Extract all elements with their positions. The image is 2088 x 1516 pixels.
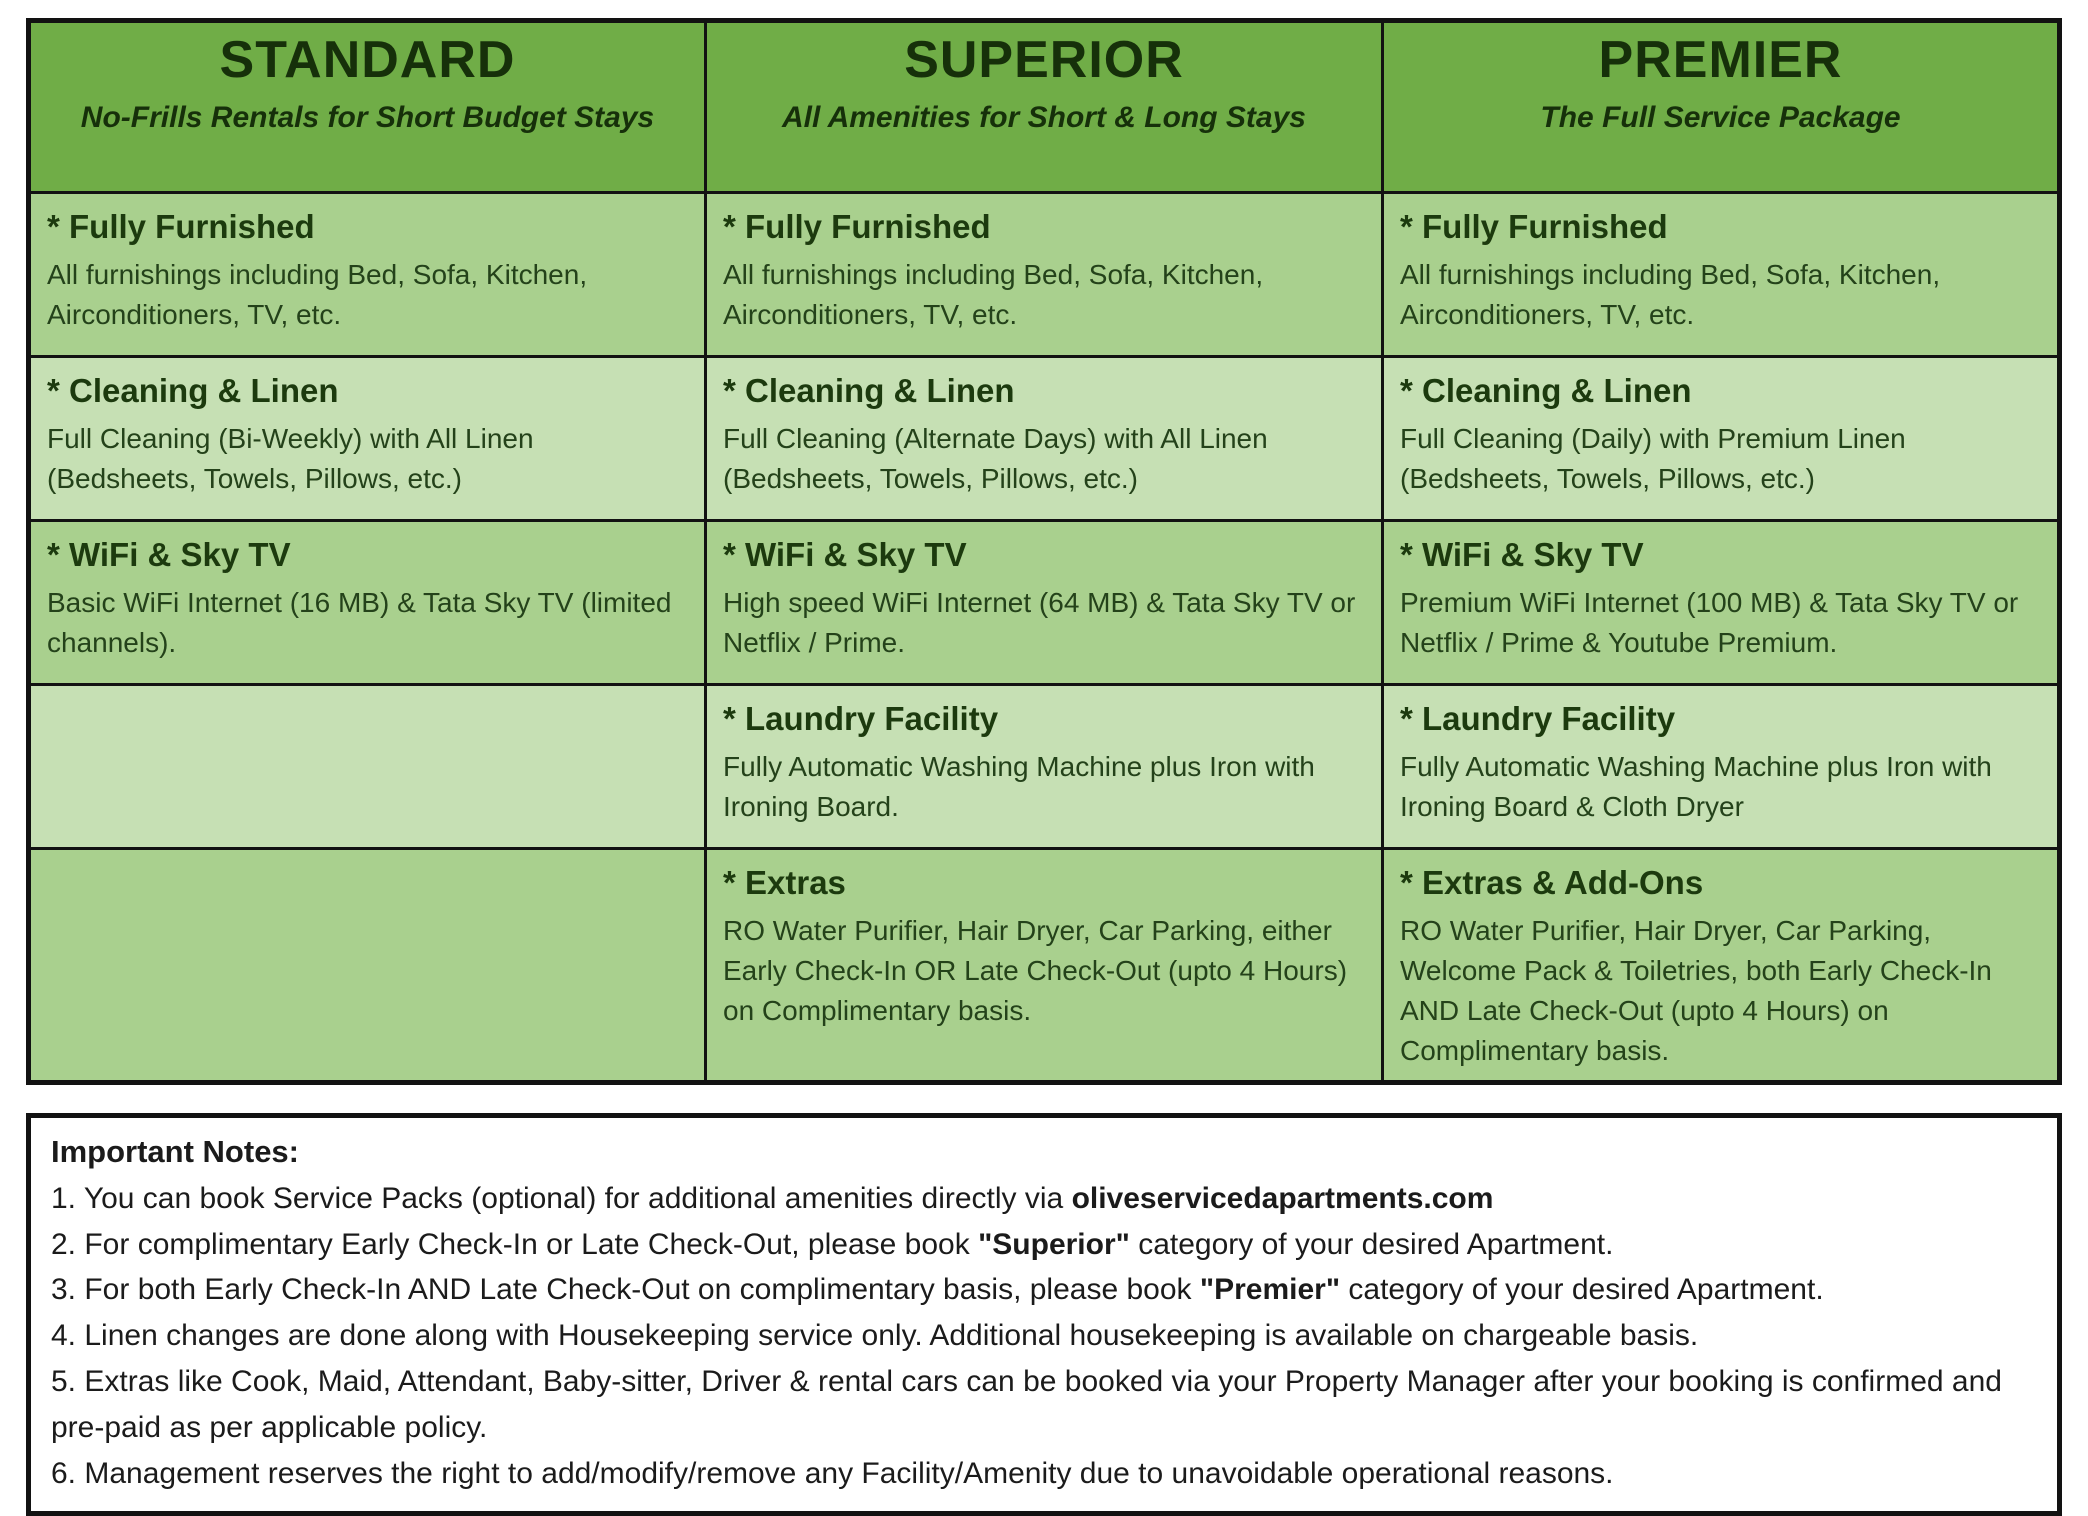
feature-desc: High speed WiFi Internet (64 MB) & Tata Sky TV or Netflix / Prime. bbox=[723, 587, 1356, 658]
feature-desc: All furnishings including Bed, Sofa, Kitchen, Airconditioners, TV, etc. bbox=[1400, 259, 1941, 330]
note-item-3 bbox=[51, 1267, 2037, 1313]
plan-tagline-premier: The Full Service Package bbox=[1540, 100, 1901, 134]
cell-superior-extras bbox=[706, 849, 1383, 1083]
note-bold-text: oliveservicedapartments.com bbox=[1071, 1181, 1494, 1215]
feature-row-fully-furnished bbox=[29, 193, 2060, 357]
cell-superior-wifi-sky-tv bbox=[706, 521, 1383, 685]
cell-standard-cleaning-linen bbox=[29, 357, 706, 521]
note-text: 3. For both Early Check-In AND Late Check-Out on complimentary basis, please book bbox=[51, 1273, 1200, 1307]
feature-row-cleaning-linen bbox=[29, 357, 2060, 521]
note-item-2 bbox=[51, 1222, 2037, 1268]
plan-header-standard bbox=[29, 21, 706, 193]
feature-title: * Cleaning & Linen bbox=[723, 372, 1015, 409]
feature-desc: Premium WiFi Internet (100 MB) & Tata Sky TV or Netflix / Prime & Youtube Premium. bbox=[1400, 587, 2019, 658]
feature-title: * Extras bbox=[723, 864, 846, 901]
plan-tagline-superior: All Amenities for Short & Long Stays bbox=[782, 100, 1306, 134]
plans-header-row bbox=[29, 21, 2060, 193]
feature-row-wifi-sky-tv bbox=[29, 521, 2060, 685]
cell-standard-laundry-empty bbox=[29, 685, 706, 849]
feature-desc: Fully Automatic Washing Machine plus Iron with Ironing Board. bbox=[723, 751, 1315, 822]
feature-desc: Full Cleaning (Daily) with Premium Linen (Bedsheets, Towels, Pillows, etc.) bbox=[1400, 423, 1906, 494]
plan-name-superior: SUPERIOR bbox=[904, 31, 1184, 89]
note-text: 4. Linen changes are done along with Housekeeping service only. Additional housekeeping is available on chargeable basis. bbox=[51, 1319, 1699, 1353]
feature-desc: Fully Automatic Washing Machine plus Iron with Ironing Board & Cloth Dryer bbox=[1400, 751, 1992, 822]
feature-title: * Cleaning & Linen bbox=[47, 372, 339, 409]
feature-title: * WiFi & Sky TV bbox=[723, 536, 967, 573]
plan-name-premier: PREMIER bbox=[1598, 31, 1843, 89]
feature-title: * Fully Furnished bbox=[1400, 208, 1668, 245]
feature-desc: All furnishings including Bed, Sofa, Kitchen, Airconditioners, TV, etc. bbox=[723, 259, 1264, 330]
note-item-1 bbox=[51, 1176, 2037, 1222]
cell-superior-laundry-facility bbox=[706, 685, 1383, 849]
note-text: 1. You can book Service Packs (optional) for additional amenities directly via bbox=[51, 1181, 1072, 1215]
feature-desc: RO Water Purifier, Hair Dryer, Car Parking, either Early Check-In OR Late Check-Out (upto 4 Hours) on Complimentary basis. bbox=[723, 915, 1348, 1026]
note-text: 5. Extras like Cook, Maid, Attendant, Baby-sitter, Driver & rental cars can be booked via your Property Manager after your booking is confirmed and pre-paid as per applicable policy. bbox=[51, 1365, 2002, 1445]
feature-title: * Fully Furnished bbox=[47, 208, 315, 245]
note-text: 6. Management reserves the right to add/modify/remove any Facility/Amenity due to unavoidable operational reasons. bbox=[51, 1457, 1614, 1491]
note-item-5 bbox=[51, 1359, 2037, 1451]
cell-premier-laundry-facility bbox=[1383, 685, 2060, 849]
feature-desc: All furnishings including Bed, Sofa, Kitchen, Airconditioners, TV, etc. bbox=[47, 259, 588, 330]
feature-desc: Full Cleaning (Bi-Weekly) with All Linen (Bedsheets, Towels, Pillows, etc.) bbox=[47, 423, 534, 494]
note-text: category of your desired Apartment. bbox=[1340, 1273, 1824, 1307]
important-notes-box bbox=[26, 1113, 2062, 1516]
plan-tagline-standard: No-Frills Rentals for Short Budget Stays bbox=[80, 100, 655, 134]
note-bold-text: "Premier" bbox=[1199, 1273, 1341, 1307]
feature-title: * Fully Furnished bbox=[723, 208, 991, 245]
feature-title: * Laundry Facility bbox=[1400, 700, 1676, 737]
note-item-4 bbox=[51, 1313, 2037, 1359]
note-bold-text: "Superior" bbox=[978, 1227, 1130, 1261]
cell-standard-wifi-sky-tv bbox=[29, 521, 706, 685]
feature-title: * WiFi & Sky TV bbox=[1400, 536, 1644, 573]
feature-title: * WiFi & Sky TV bbox=[47, 536, 291, 573]
plans-comparison-table bbox=[26, 18, 2062, 1085]
cell-superior-cleaning-linen bbox=[706, 357, 1383, 521]
plan-header-superior bbox=[706, 21, 1383, 193]
feature-desc: Basic WiFi Internet (16 MB) & Tata Sky TV (limited channels). bbox=[47, 587, 672, 658]
note-item-6 bbox=[51, 1451, 2037, 1497]
note-text: 2. For complimentary Early Check-In or Late Check-Out, please book bbox=[51, 1227, 979, 1261]
plan-header-premier bbox=[1383, 21, 2060, 193]
feature-title: * Cleaning & Linen bbox=[1400, 372, 1692, 409]
cell-premier-fully-furnished bbox=[1383, 193, 2060, 357]
feature-title: * Extras & Add-Ons bbox=[1400, 864, 1704, 901]
note-text: category of your desired Apartment. bbox=[1129, 1227, 1614, 1261]
cell-premier-extras-add-ons bbox=[1383, 849, 2060, 1083]
plan-name-standard: STANDARD bbox=[219, 31, 516, 89]
cell-premier-wifi-sky-tv bbox=[1383, 521, 2060, 685]
feature-row-extras bbox=[29, 849, 2060, 1083]
cell-standard-fully-furnished bbox=[29, 193, 706, 357]
cell-standard-extras-empty bbox=[29, 849, 706, 1083]
notes-heading: Important Notes: bbox=[51, 1134, 299, 1170]
feature-row-laundry-facility bbox=[29, 685, 2060, 849]
feature-title: * Laundry Facility bbox=[723, 700, 999, 737]
feature-desc: Full Cleaning (Alternate Days) with All Linen (Bedsheets, Towels, Pillows, etc.) bbox=[723, 423, 1268, 494]
feature-desc: RO Water Purifier, Hair Dryer, Car Parking, Welcome Pack & Toiletries, both Early Check-In AND Late Check-Out (upto 4 Hours) on Complimentary basis. bbox=[1400, 915, 1992, 1066]
cell-superior-fully-furnished bbox=[706, 193, 1383, 357]
cell-premier-cleaning-linen bbox=[1383, 357, 2060, 521]
